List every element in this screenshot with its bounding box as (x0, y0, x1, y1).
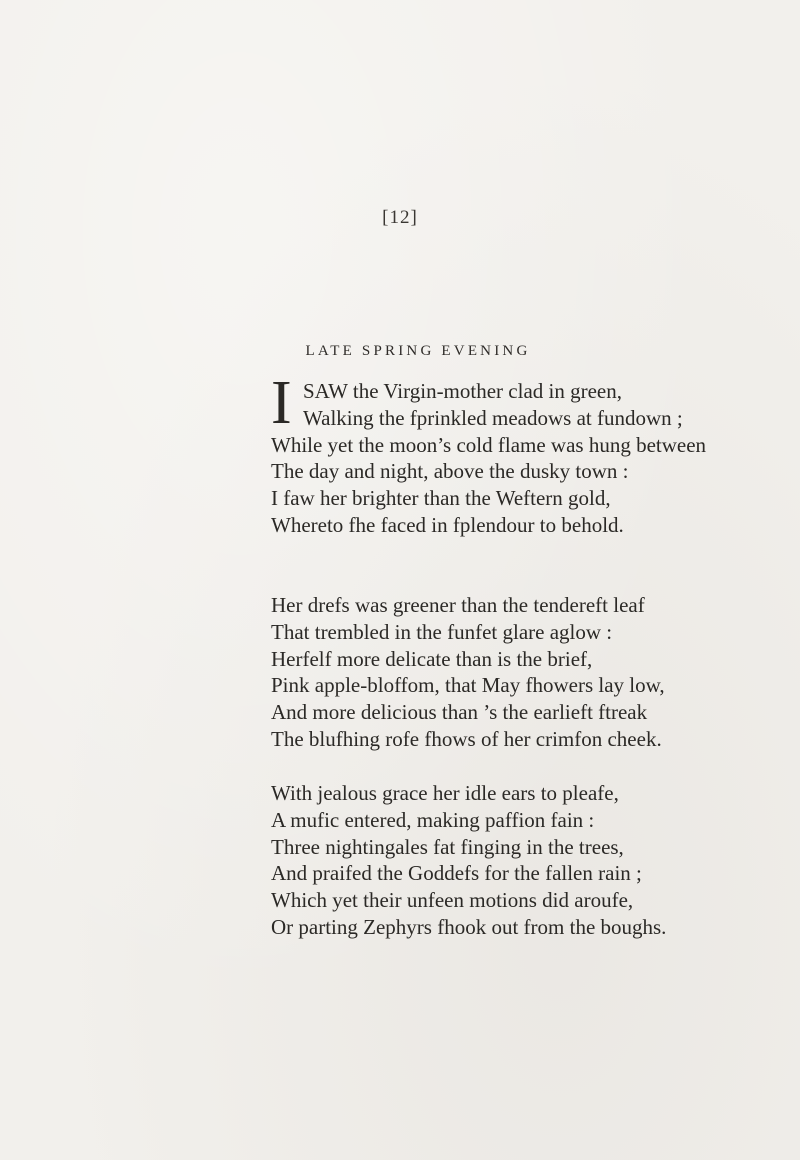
poem-line: With jealous grace her idle ears to pleafe, (271, 781, 619, 805)
poem-line: And more delicious than ’s the earlieft ftreak (271, 700, 648, 725)
poem-line: A mufic entered, making paffion fain : (271, 807, 595, 832)
stanza-2 (271, 592, 771, 753)
poem-line: Walking the fprinkled meadows at fundown ; (303, 405, 683, 430)
poem-line: Whereto fhe faced in fplendour to behold. (271, 512, 624, 537)
poem-line: Pink apple-bloffom, that May fhowers lay low, (271, 673, 665, 698)
poem-line: Her drefs was greener than the tendereft leaf (271, 593, 645, 617)
poem-line: I faw her brighter than the Weftern gold, (271, 486, 611, 511)
stanza-3 (271, 780, 771, 941)
stanza-1 (271, 378, 771, 539)
poem-title: LATE SPRING EVENING (305, 343, 531, 359)
poem-line: Three nightingales fat finging in the trees, (271, 834, 624, 859)
poem-line: While yet the moon’s cold flame was hung between (271, 432, 707, 457)
page-number: [12] (382, 207, 418, 228)
poem-line: That trembled in the funfet glare aglow : (271, 619, 613, 644)
poem-line: Which yet their unfeen motions did aroufe, (271, 888, 634, 913)
poem-line: And praifed the Goddefs for the fallen rain ; (271, 861, 642, 886)
poem-line: The day and night, above the dusky town : (271, 459, 629, 484)
poem-line: Herfelf more delicate than is the brief, (271, 646, 593, 671)
drop-cap: I (271, 369, 292, 437)
poem-line: The blufhing rofe fhows of her crimfon cheek. (271, 726, 662, 751)
poem-line: SAW the Virgin-mother clad in green, (303, 379, 622, 403)
poem-line: Or parting Zephyrs fhook out from the boughs. (271, 914, 667, 939)
